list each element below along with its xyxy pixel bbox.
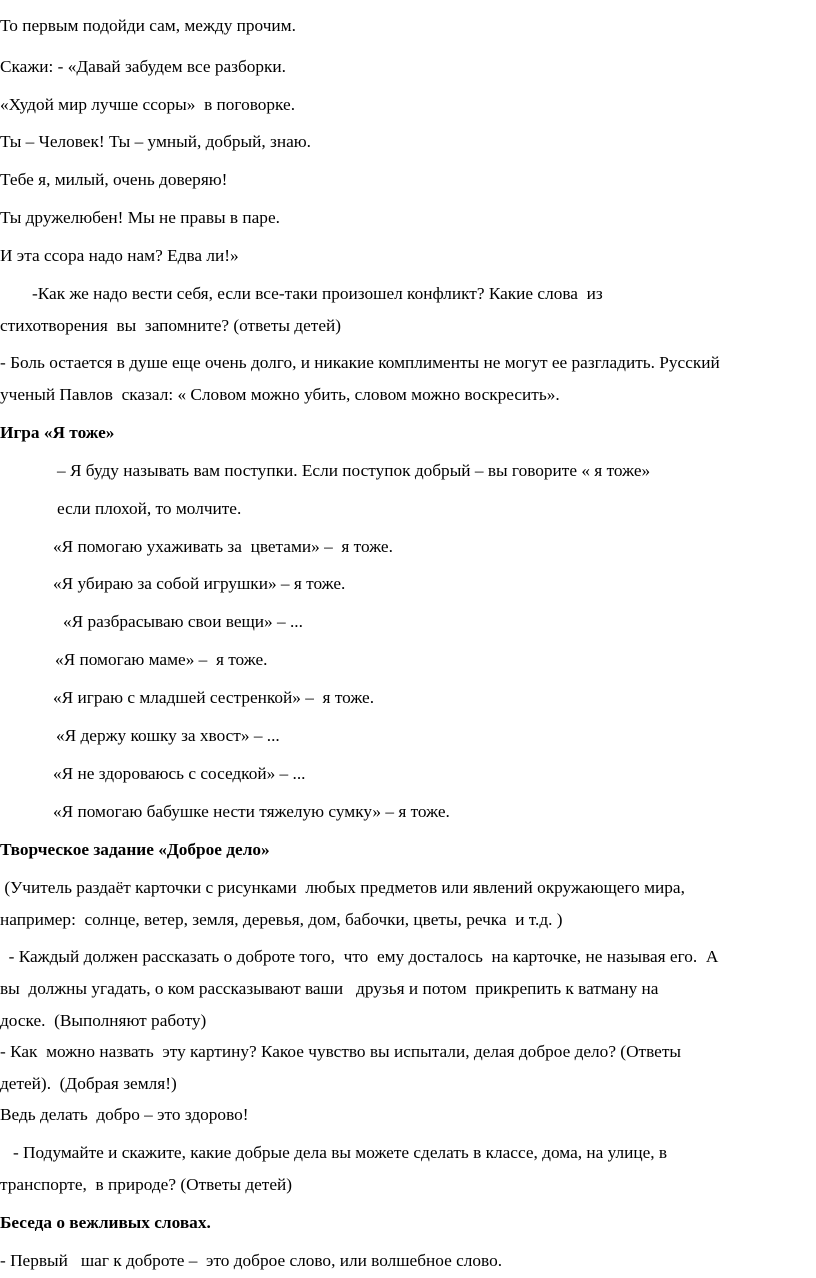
question-line-2: стихотворения вы запомните? (ответы детей) bbox=[0, 316, 341, 335]
poem-line-4: Ты – Человек! Ты – умный, добрый, знаю. bbox=[0, 132, 311, 151]
polite-line-1: - Первый шаг к доброте – это доброе слово, или волшебное слово. bbox=[0, 1251, 503, 1270]
poem-line-2: Скажи: - «Давай забудем все разборки. bbox=[0, 57, 286, 76]
game-item-1: «Я помогаю ухаживать за цветами» – я тоже. bbox=[53, 537, 393, 556]
poem-line-6: Ты дружелюбен! Мы не правы в паре. bbox=[0, 208, 280, 227]
game-item-4: «Я помогаю маме» – я тоже. bbox=[55, 650, 268, 669]
poem-line-3: «Худой мир лучше ссоры» в поговорке. bbox=[0, 95, 296, 114]
question-line-1: -Как же надо вести себя, если все-таки произошел конфликт? Какие слова из bbox=[32, 284, 603, 303]
pain-line-1: - Боль остается в душе еще очень долго, и никакие комплименты не могут ее разгладить. Русский bbox=[0, 353, 720, 372]
poem-line-7: И эта ссора надо нам? Едва ли!» bbox=[0, 246, 239, 265]
game-rule-1: – Я буду называть вам поступки. Если поступок добрый – вы говорите « я тоже» bbox=[57, 461, 651, 480]
poem-line-1: То первым подойди сам, между прочим. bbox=[0, 16, 296, 35]
game-heading: Игра «Я тоже» bbox=[0, 423, 115, 442]
creative-line-10: транспорте, в природе? (Ответы детей) bbox=[0, 1175, 293, 1194]
creative-line-7: детей). (Добрая земля!) bbox=[0, 1074, 177, 1093]
creative-line-8: Ведь делать добро – это здорово! bbox=[0, 1105, 249, 1124]
game-item-3: «Я разбрасываю свои вещи» – ... bbox=[63, 612, 303, 631]
creative-line-6: - Как можно назвать эту картину? Какое чувство вы испытали, делая доброе дело? (Ответы bbox=[0, 1042, 681, 1061]
poem-line-5: Тебе я, милый, очень доверяю! bbox=[0, 170, 228, 189]
game-item-8: «Я помогаю бабушке нести тяжелую сумку» – я тоже. bbox=[53, 802, 450, 821]
game-item-2: «Я убираю за собой игрушки» – я тоже. bbox=[53, 574, 346, 593]
game-item-6: «Я держу кошку за хвост» – ... bbox=[56, 726, 280, 745]
pain-line-2: ученый Павлов сказал: « Словом можно убить, словом можно воскресить». bbox=[0, 385, 560, 404]
game-item-7: «Я не здороваюсь с соседкой» – ... bbox=[53, 764, 306, 783]
creative-line-3: - Каждый должен рассказать о доброте того, что ему досталось на карточке, не называя его. А bbox=[0, 947, 719, 966]
creative-line-5: доске. (Выполняют работу) bbox=[0, 1011, 207, 1030]
game-rule-2: если плохой, то молчите. bbox=[57, 499, 242, 518]
creative-line-9: - Подумайте и скажите, какие добрые дела вы можете сделать в классе, дома, на улице, в bbox=[0, 1143, 668, 1162]
game-item-5: «Я играю с младшей сестренкой» – я тоже. bbox=[53, 688, 375, 707]
polite-heading: Беседа о вежливых словах. bbox=[0, 1213, 211, 1232]
creative-heading: Творческое задание «Доброе дело» bbox=[0, 840, 270, 859]
creative-line-4: вы должны угадать, о ком рассказывают ваши друзья и потом прикрепить к ватману на bbox=[0, 979, 659, 998]
creative-line-2: например: солнце, ветер, земля, деревья, дом, бабочки, цветы, речка и т.д. ) bbox=[0, 910, 563, 929]
creative-line-1: (Учитель раздаёт карточки с рисунками любых предметов или явлений окружающего мира, bbox=[0, 878, 685, 897]
